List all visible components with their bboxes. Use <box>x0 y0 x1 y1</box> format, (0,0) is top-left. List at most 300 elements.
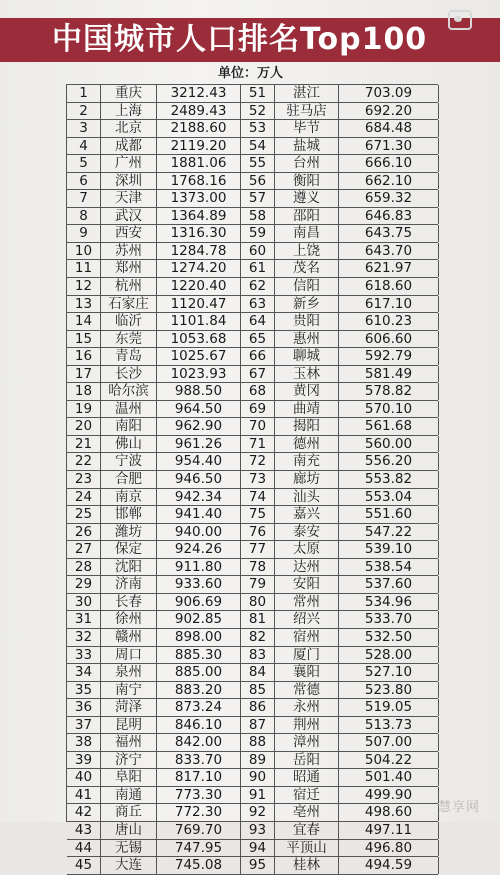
city-right-cell: 亳州 <box>275 804 339 821</box>
rank-left-cell: 38 <box>67 734 101 751</box>
rank-right-cell: 67 <box>241 366 275 383</box>
rank-left-cell: 19 <box>67 401 101 418</box>
population-left-cell: 846.10 <box>157 717 241 734</box>
table-row <box>67 787 438 805</box>
city-left-cell: 菏泽 <box>101 699 157 716</box>
city-left-cell: 上海 <box>101 103 157 120</box>
city-left-cell: 长春 <box>101 594 157 611</box>
population-right-cell: 643.75 <box>339 225 439 242</box>
city-right-cell: 南充 <box>275 453 339 470</box>
city-right-cell: 常州 <box>275 594 339 611</box>
rank-right-cell: 64 <box>241 313 275 330</box>
city-left-cell: 合肥 <box>101 471 157 488</box>
rank-right-cell: 55 <box>241 155 275 172</box>
population-left-cell: 1316.30 <box>157 225 241 242</box>
rank-left-cell: 44 <box>67 840 101 857</box>
population-left-cell: 833.70 <box>157 752 241 769</box>
rank-right-cell: 58 <box>241 208 275 225</box>
rank-right-cell: 71 <box>241 436 275 453</box>
population-left-cell: 769.70 <box>157 822 241 839</box>
rank-right-cell: 68 <box>241 383 275 400</box>
rank-left-cell: 1 <box>67 85 101 102</box>
rank-right-cell: 74 <box>241 489 275 506</box>
population-left-cell: 1120.47 <box>157 296 241 313</box>
rank-left-cell: 33 <box>67 647 101 664</box>
population-right-cell: 553.82 <box>339 471 439 488</box>
city-left-cell: 天津 <box>101 190 157 207</box>
population-right-cell: 539.10 <box>339 541 439 558</box>
rank-left-cell: 25 <box>67 506 101 523</box>
table-row <box>67 857 438 875</box>
population-left-cell: 988.50 <box>157 383 241 400</box>
population-right-cell: 581.49 <box>339 366 439 383</box>
rank-right-cell: 59 <box>241 225 275 242</box>
population-right-cell: 692.20 <box>339 103 439 120</box>
population-left-cell: 1220.40 <box>157 278 241 295</box>
rank-right-cell: 62 <box>241 278 275 295</box>
city-left-cell: 周口 <box>101 647 157 664</box>
table-row <box>67 664 438 682</box>
city-left-cell: 杭州 <box>101 278 157 295</box>
watermark-text: 慧享网 <box>438 800 481 815</box>
table-row <box>67 629 438 647</box>
city-right-cell: 达州 <box>275 559 339 576</box>
city-left-cell: 石家庄 <box>101 296 157 313</box>
city-right-cell: 新乡 <box>275 296 339 313</box>
population-left-cell: 1023.93 <box>157 366 241 383</box>
rank-left-cell: 5 <box>67 155 101 172</box>
population-right-cell: 507.00 <box>339 734 439 751</box>
rank-right-cell: 90 <box>241 769 275 786</box>
rank-right-cell: 51 <box>241 85 275 102</box>
population-right-cell: 504.22 <box>339 752 439 769</box>
city-right-cell: 桂林 <box>275 857 339 874</box>
population-right-cell: 494.59 <box>339 857 439 874</box>
city-right-cell: 常德 <box>275 682 339 699</box>
city-left-cell: 重庆 <box>101 85 157 102</box>
city-right-cell: 湛江 <box>275 85 339 102</box>
city-right-cell: 惠州 <box>275 331 339 348</box>
city-right-cell: 茂名 <box>275 260 339 277</box>
image-gallery-icon[interactable] <box>448 10 472 30</box>
rank-right-cell: 60 <box>241 243 275 260</box>
city-left-cell: 武汉 <box>101 208 157 225</box>
city-right-cell: 德州 <box>275 436 339 453</box>
population-right-cell: 527.10 <box>339 664 439 681</box>
table-row <box>67 822 438 840</box>
rank-left-cell: 23 <box>67 471 101 488</box>
rank-left-cell: 31 <box>67 611 101 628</box>
city-right-cell: 嘉兴 <box>275 506 339 523</box>
rank-left-cell: 34 <box>67 664 101 681</box>
table-row <box>67 734 438 752</box>
city-right-cell: 毕节 <box>275 120 339 137</box>
population-right-cell: 499.90 <box>339 787 439 804</box>
population-left-cell: 1373.00 <box>157 190 241 207</box>
rank-left-cell: 12 <box>67 278 101 295</box>
population-right-cell: 533.70 <box>339 611 439 628</box>
city-right-cell: 衡阳 <box>275 173 339 190</box>
population-left-cell: 745.08 <box>157 857 241 874</box>
rank-left-cell: 17 <box>67 366 101 383</box>
population-right-cell: 553.04 <box>339 489 439 506</box>
population-left-cell: 883.20 <box>157 682 241 699</box>
city-left-cell: 南阳 <box>101 418 157 435</box>
city-left-cell: 郑州 <box>101 260 157 277</box>
city-left-cell: 临沂 <box>101 313 157 330</box>
table-row <box>67 225 438 243</box>
population-left-cell: 954.40 <box>157 453 241 470</box>
population-left-cell: 2119.20 <box>157 138 241 155</box>
page-title: 中国城市人口排名Top100 <box>52 22 428 57</box>
rank-left-cell: 10 <box>67 243 101 260</box>
rank-right-cell: 86 <box>241 699 275 716</box>
rank-right-cell: 78 <box>241 559 275 576</box>
table-row <box>67 138 438 156</box>
table-row <box>67 594 438 612</box>
rank-left-cell: 35 <box>67 682 101 699</box>
population-left-cell: 1768.16 <box>157 173 241 190</box>
city-left-cell: 广州 <box>101 155 157 172</box>
population-left-cell: 961.26 <box>157 436 241 453</box>
city-left-cell: 成都 <box>101 138 157 155</box>
rank-right-cell: 93 <box>241 822 275 839</box>
rank-left-cell: 27 <box>67 541 101 558</box>
rank-right-cell: 79 <box>241 576 275 593</box>
population-left-cell: 2188.60 <box>157 120 241 137</box>
rank-left-cell: 26 <box>67 524 101 541</box>
rank-right-cell: 77 <box>241 541 275 558</box>
rank-left-cell: 43 <box>67 822 101 839</box>
rank-right-cell: 81 <box>241 611 275 628</box>
population-right-cell: 671.30 <box>339 138 439 155</box>
rank-right-cell: 91 <box>241 787 275 804</box>
city-left-cell: 南通 <box>101 787 157 804</box>
rank-right-cell: 73 <box>241 471 275 488</box>
table-row <box>67 699 438 717</box>
rank-left-cell: 22 <box>67 453 101 470</box>
population-right-cell: 578.82 <box>339 383 439 400</box>
population-right-cell: 547.22 <box>339 524 439 541</box>
table-row <box>67 840 438 858</box>
city-right-cell: 襄阳 <box>275 664 339 681</box>
population-right-cell: 561.68 <box>339 418 439 435</box>
city-right-cell: 贵阳 <box>275 313 339 330</box>
rank-right-cell: 70 <box>241 418 275 435</box>
rank-left-cell: 32 <box>67 629 101 646</box>
table-row <box>67 453 438 471</box>
rank-left-cell: 29 <box>67 576 101 593</box>
table-row <box>67 190 438 208</box>
city-left-cell: 济南 <box>101 576 157 593</box>
table-row <box>67 682 438 700</box>
city-left-cell: 保定 <box>101 541 157 558</box>
city-left-cell: 北京 <box>101 120 157 137</box>
population-left-cell: 964.50 <box>157 401 241 418</box>
city-right-cell: 南昌 <box>275 225 339 242</box>
city-right-cell: 宿迁 <box>275 787 339 804</box>
city-left-cell: 哈尔滨 <box>101 383 157 400</box>
population-right-cell: 610.23 <box>339 313 439 330</box>
rank-right-cell: 92 <box>241 804 275 821</box>
population-left-cell: 817.10 <box>157 769 241 786</box>
city-right-cell: 宜春 <box>275 822 339 839</box>
population-left-cell: 885.00 <box>157 664 241 681</box>
population-right-cell: 534.96 <box>339 594 439 611</box>
city-right-cell: 荆州 <box>275 717 339 734</box>
rank-left-cell: 37 <box>67 717 101 734</box>
city-right-cell: 厦门 <box>275 647 339 664</box>
population-left-cell: 946.50 <box>157 471 241 488</box>
population-left-cell: 885.30 <box>157 647 241 664</box>
population-left-cell: 911.80 <box>157 559 241 576</box>
rank-left-cell: 20 <box>67 418 101 435</box>
city-right-cell: 聊城 <box>275 348 339 365</box>
population-left-cell: 3212.43 <box>157 85 241 102</box>
rank-right-cell: 82 <box>241 629 275 646</box>
city-right-cell: 信阳 <box>275 278 339 295</box>
rank-right-cell: 89 <box>241 752 275 769</box>
rank-left-cell: 24 <box>67 489 101 506</box>
population-right-cell: 666.10 <box>339 155 439 172</box>
table-row <box>67 173 438 191</box>
table-row <box>67 436 438 454</box>
table-row <box>67 752 438 770</box>
city-left-cell: 济宁 <box>101 752 157 769</box>
population-left-cell: 933.60 <box>157 576 241 593</box>
city-left-cell: 唐山 <box>101 822 157 839</box>
table-row <box>67 313 438 331</box>
population-left-cell: 773.30 <box>157 787 241 804</box>
rank-left-cell: 18 <box>67 383 101 400</box>
city-left-cell: 赣州 <box>101 629 157 646</box>
rank-right-cell: 56 <box>241 173 275 190</box>
city-left-cell: 昆明 <box>101 717 157 734</box>
rank-left-cell: 3 <box>67 120 101 137</box>
table-row <box>67 296 438 314</box>
city-left-cell: 福州 <box>101 734 157 751</box>
table-row <box>67 471 438 489</box>
population-left-cell: 873.24 <box>157 699 241 716</box>
population-right-cell: 606.60 <box>339 331 439 348</box>
table-row <box>67 524 438 542</box>
table-row <box>67 243 438 261</box>
population-left-cell: 906.69 <box>157 594 241 611</box>
city-left-cell: 东莞 <box>101 331 157 348</box>
table-row <box>67 366 438 384</box>
rank-left-cell: 13 <box>67 296 101 313</box>
population-left-cell: 842.00 <box>157 734 241 751</box>
rank-left-cell: 8 <box>67 208 101 225</box>
rank-left-cell: 16 <box>67 348 101 365</box>
city-right-cell: 岳阳 <box>275 752 339 769</box>
city-right-cell: 宿州 <box>275 629 339 646</box>
population-left-cell: 1881.06 <box>157 155 241 172</box>
rank-right-cell: 65 <box>241 331 275 348</box>
population-left-cell: 1101.84 <box>157 313 241 330</box>
city-right-cell: 永州 <box>275 699 339 716</box>
population-right-cell: 532.50 <box>339 629 439 646</box>
population-right-cell: 592.79 <box>339 348 439 365</box>
population-right-cell: 538.54 <box>339 559 439 576</box>
city-right-cell: 平顶山 <box>275 840 339 857</box>
city-right-cell: 曲靖 <box>275 401 339 418</box>
city-right-cell: 驻马店 <box>275 103 339 120</box>
table-row <box>67 348 438 366</box>
population-right-cell: 556.20 <box>339 453 439 470</box>
city-left-cell: 泉州 <box>101 664 157 681</box>
city-left-cell: 苏州 <box>101 243 157 260</box>
city-right-cell: 太原 <box>275 541 339 558</box>
city-left-cell: 西安 <box>101 225 157 242</box>
population-right-cell: 528.00 <box>339 647 439 664</box>
city-left-cell: 无锡 <box>101 840 157 857</box>
population-right-cell: 703.09 <box>339 85 439 102</box>
table-row <box>67 489 438 507</box>
rank-left-cell: 6 <box>67 173 101 190</box>
ranking-table <box>66 84 438 874</box>
population-right-cell: 519.05 <box>339 699 439 716</box>
rank-right-cell: 83 <box>241 647 275 664</box>
population-right-cell: 560.00 <box>339 436 439 453</box>
city-left-cell: 南京 <box>101 489 157 506</box>
table-row <box>67 278 438 296</box>
table-row <box>67 506 438 524</box>
rank-right-cell: 94 <box>241 840 275 857</box>
city-right-cell: 盐城 <box>275 138 339 155</box>
rank-right-cell: 87 <box>241 717 275 734</box>
rank-right-cell: 88 <box>241 734 275 751</box>
rank-left-cell: 28 <box>67 559 101 576</box>
population-right-cell: 513.73 <box>339 717 439 734</box>
rank-right-cell: 76 <box>241 524 275 541</box>
table-row <box>67 85 438 103</box>
city-right-cell: 安阳 <box>275 576 339 593</box>
population-left-cell: 962.90 <box>157 418 241 435</box>
rank-right-cell: 52 <box>241 103 275 120</box>
city-left-cell: 宁波 <box>101 453 157 470</box>
population-right-cell: 570.10 <box>339 401 439 418</box>
population-left-cell: 924.26 <box>157 541 241 558</box>
population-right-cell: 496.80 <box>339 840 439 857</box>
table-row <box>67 260 438 278</box>
table-row <box>67 120 438 138</box>
city-left-cell: 青岛 <box>101 348 157 365</box>
population-left-cell: 1025.67 <box>157 348 241 365</box>
population-left-cell: 902.85 <box>157 611 241 628</box>
rank-left-cell: 4 <box>67 138 101 155</box>
rank-right-cell: 54 <box>241 138 275 155</box>
population-left-cell: 747.95 <box>157 840 241 857</box>
city-left-cell: 潍坊 <box>101 524 157 541</box>
population-right-cell: 662.10 <box>339 173 439 190</box>
city-left-cell: 商丘 <box>101 804 157 821</box>
population-right-cell: 646.83 <box>339 208 439 225</box>
rank-right-cell: 66 <box>241 348 275 365</box>
city-right-cell: 邵阳 <box>275 208 339 225</box>
population-right-cell: 621.97 <box>339 260 439 277</box>
rank-left-cell: 7 <box>67 190 101 207</box>
table-row <box>67 331 438 349</box>
city-left-cell: 大连 <box>101 857 157 874</box>
table-row <box>67 576 438 594</box>
table-row <box>67 769 438 787</box>
population-left-cell: 940.00 <box>157 524 241 541</box>
population-right-cell: 523.80 <box>339 682 439 699</box>
population-left-cell: 898.00 <box>157 629 241 646</box>
population-left-cell: 1274.20 <box>157 260 241 277</box>
population-left-cell: 942.34 <box>157 489 241 506</box>
city-left-cell: 深圳 <box>101 173 157 190</box>
table-row <box>67 418 438 436</box>
rank-left-cell: 14 <box>67 313 101 330</box>
city-right-cell: 玉林 <box>275 366 339 383</box>
population-left-cell: 772.30 <box>157 804 241 821</box>
table-row <box>67 559 438 577</box>
rank-right-cell: 95 <box>241 857 275 874</box>
city-right-cell: 昭通 <box>275 769 339 786</box>
rank-right-cell: 61 <box>241 260 275 277</box>
table-row <box>67 383 438 401</box>
city-right-cell: 漳州 <box>275 734 339 751</box>
population-right-cell: 617.10 <box>339 296 439 313</box>
rank-right-cell: 85 <box>241 682 275 699</box>
rank-left-cell: 40 <box>67 769 101 786</box>
table-row <box>67 103 438 121</box>
city-left-cell: 阜阳 <box>101 769 157 786</box>
city-right-cell: 揭阳 <box>275 418 339 435</box>
city-left-cell: 温州 <box>101 401 157 418</box>
population-right-cell: 497.11 <box>339 822 439 839</box>
rank-left-cell: 9 <box>67 225 101 242</box>
table-row <box>67 401 438 419</box>
population-right-cell: 551.60 <box>339 506 439 523</box>
city-right-cell: 黄冈 <box>275 383 339 400</box>
population-left-cell: 941.40 <box>157 506 241 523</box>
table-row <box>67 717 438 735</box>
table-row <box>67 208 438 226</box>
table-row <box>67 541 438 559</box>
rank-left-cell: 21 <box>67 436 101 453</box>
population-left-cell: 1364.89 <box>157 208 241 225</box>
city-right-cell: 遵义 <box>275 190 339 207</box>
population-left-cell: 1053.68 <box>157 331 241 348</box>
city-left-cell: 南宁 <box>101 682 157 699</box>
rank-left-cell: 45 <box>67 857 101 874</box>
rank-left-cell: 36 <box>67 699 101 716</box>
rank-right-cell: 75 <box>241 506 275 523</box>
rank-left-cell: 11 <box>67 260 101 277</box>
population-right-cell: 643.70 <box>339 243 439 260</box>
city-right-cell: 汕头 <box>275 489 339 506</box>
rank-left-cell: 41 <box>67 787 101 804</box>
rank-right-cell: 80 <box>241 594 275 611</box>
rank-left-cell: 2 <box>67 103 101 120</box>
table-row <box>67 647 438 665</box>
rank-left-cell: 42 <box>67 804 101 821</box>
population-right-cell: 684.48 <box>339 120 439 137</box>
rank-right-cell: 63 <box>241 296 275 313</box>
rank-left-cell: 39 <box>67 752 101 769</box>
unit-label: 单位：万人 <box>218 66 284 81</box>
rank-right-cell: 69 <box>241 401 275 418</box>
city-right-cell: 绍兴 <box>275 611 339 628</box>
city-right-cell: 廊坊 <box>275 471 339 488</box>
city-left-cell: 佛山 <box>101 436 157 453</box>
rank-right-cell: 53 <box>241 120 275 137</box>
rank-right-cell: 72 <box>241 453 275 470</box>
population-right-cell: 659.32 <box>339 190 439 207</box>
